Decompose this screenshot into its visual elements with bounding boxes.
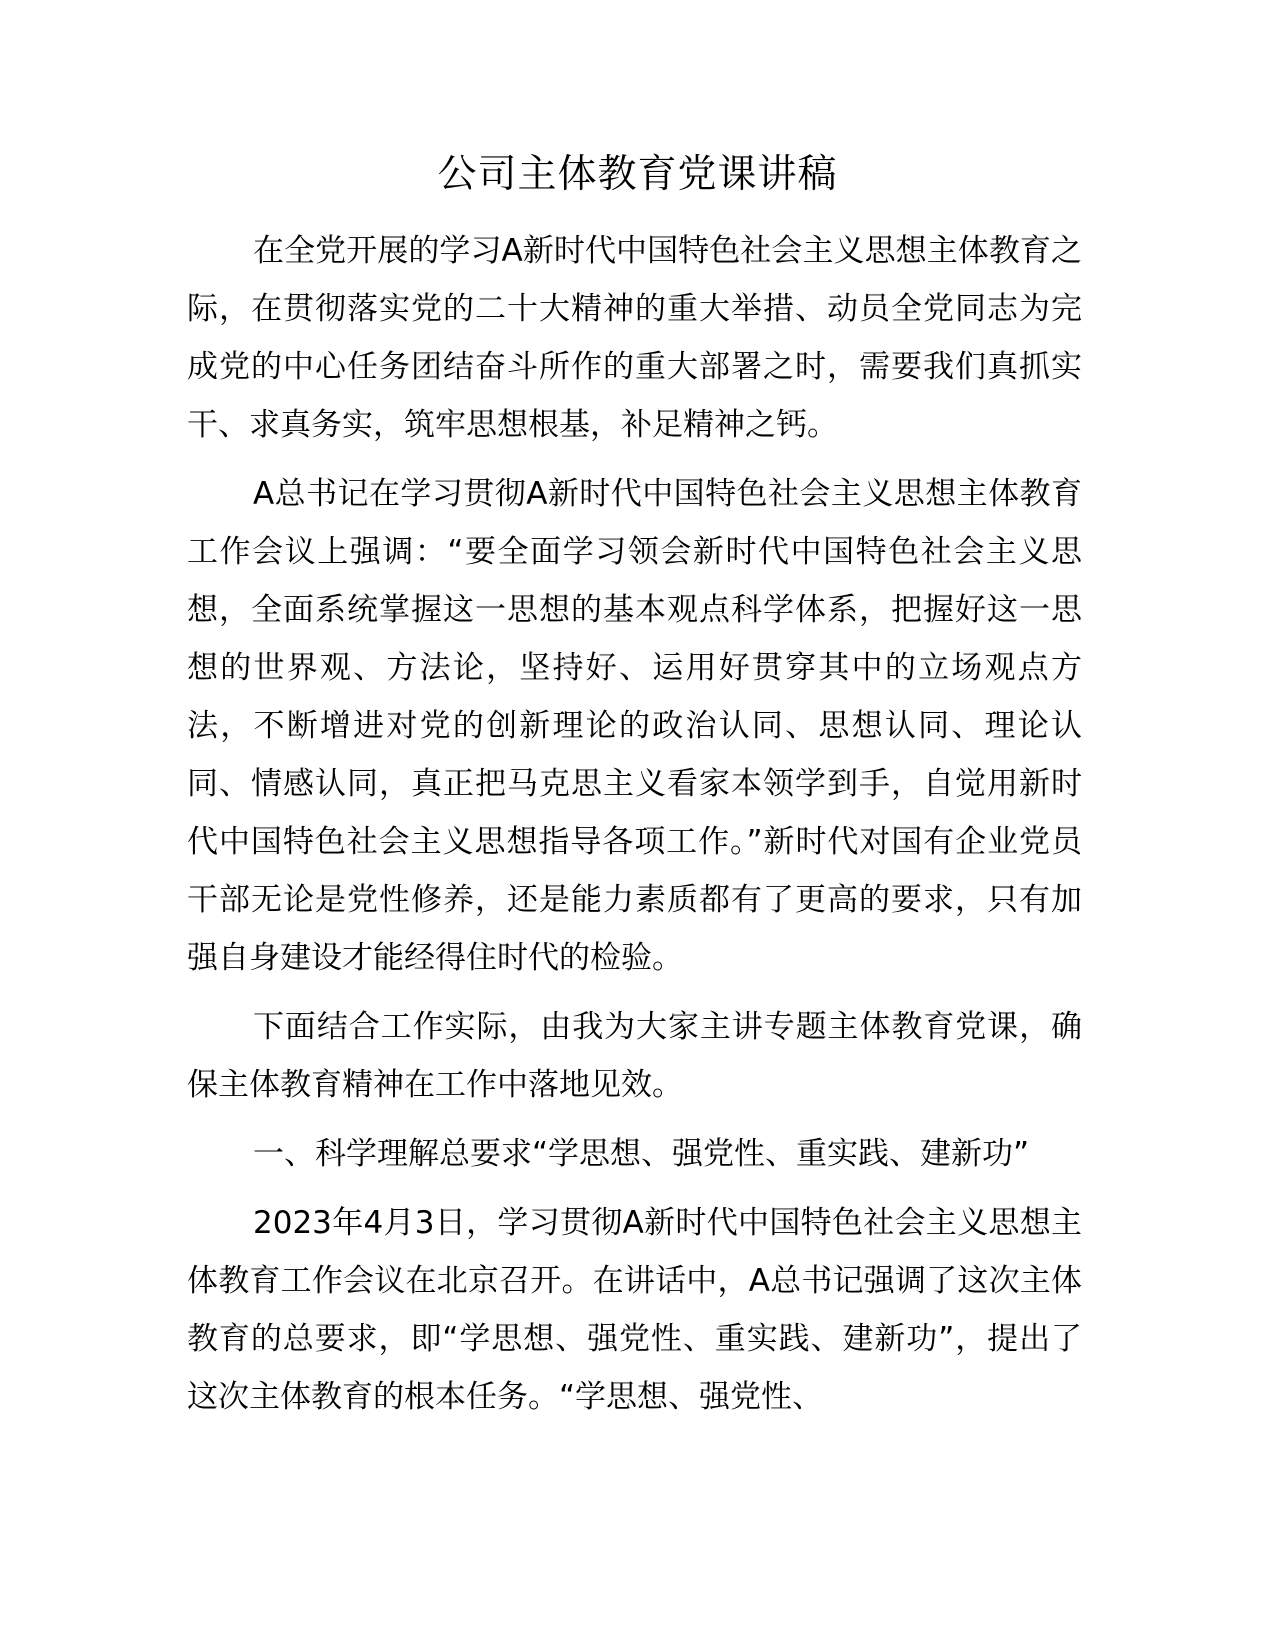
paragraph-quote: A总书记在学习贯彻A新时代中国特色社会主义思想主体教育工作会议上强调：“要全面学习领会新时代中国特色社会主义思想，全面系统掌握这一思想的基本观点科学体系，把握好这一思想的世界观、方法论，坚持好、运用好贯穿其中的立场观点方法，不断增进对党的创新理论的政治认同、思想认同、理论认同、情感认同，真正把马克思主义看家本领学到手，自觉用新时代中国特色社会主义思想指导各项工作。”新时代对国有企业党员干部无论是党性修养，还是能力素质都有了更高的要求，只有加强自身建设才能经得住时代的检验。 — [187, 476, 1082, 976]
section-heading-1: 一、科学理解总要求“学思想、强党性、重实践、建新功” — [253, 1136, 1030, 1172]
paragraph-transition: 下面结合工作实际，由我为大家主讲专题主体教育党课，确保主体教育精神在工作中落地见效。 — [187, 1009, 1082, 1103]
document-body — [187, 222, 1082, 1437]
document-title: 公司主体教育党课讲稿 — [437, 152, 838, 197]
paragraph-section-1: 2023年4月3日，学习贯彻A新时代中国特色社会主义思想主体教育工作会议在北京召开。在讲话中，A总书记强调了这次主体教育的总要求，即“学思想、强党性、重实践、建新功”，提出了这次主体教育的根本任务。“学思想、强党性、 — [187, 1205, 1082, 1415]
paragraph-intro: 在全党开展的学习A新时代中国特色社会主义思想主体教育之际，在贯彻落实党的二十大精神的重大举措、动员全党同志为完成党的中心任务团结奋斗所作的重大部署之时，需要我们真抓实干、求真务实，筑牢思想根基，补足精神之钙。 — [187, 233, 1082, 443]
